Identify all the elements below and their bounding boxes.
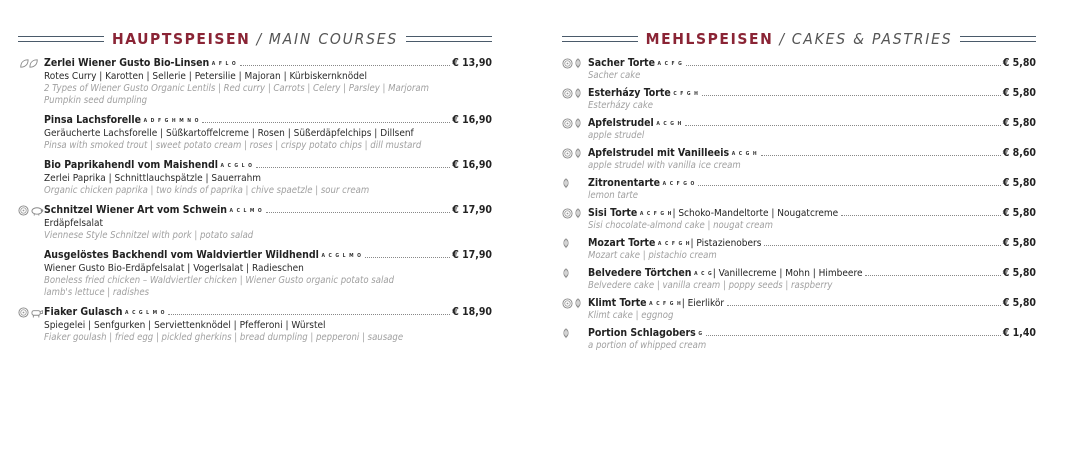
item-title-line	[44, 204, 492, 217]
menu-item	[562, 237, 1036, 262]
item-icons	[18, 57, 40, 70]
item-icons	[562, 117, 582, 130]
description-english: Fiaker goulash | fried egg | pickled gherkins | bread dumpling | pepperoni | sausage	[44, 332, 404, 343]
menu-item	[18, 57, 492, 107]
seal-icon	[18, 307, 29, 318]
item-price: € 5,80	[1002, 237, 1036, 249]
item-price: € 17,90	[452, 249, 492, 261]
dot-leader	[202, 122, 450, 123]
item-icons	[562, 207, 582, 220]
dot-leader	[841, 215, 1001, 216]
item-extra: | Eierlikör	[681, 298, 725, 309]
item-price: € 5,80	[1002, 57, 1036, 69]
dot-leader	[764, 245, 1000, 246]
heading-rule-right	[960, 36, 1036, 42]
heading-rule-right	[406, 36, 492, 42]
heading-english: CAKES & PASTRIES	[791, 30, 953, 48]
dot-leader	[168, 314, 450, 315]
item-icons	[18, 306, 44, 319]
allergen-codes: A C F G	[654, 61, 683, 67]
allergen-codes: A C F G H	[637, 211, 673, 217]
item-name: Zerlei Wiener Gusto Bio-Linsen	[44, 57, 210, 69]
description-english: Boneless fried chicken – Waldviertler chicken | Wiener Gusto organic potato salad	[44, 275, 394, 286]
item-title-line	[588, 147, 1036, 160]
leaf-icon	[574, 58, 582, 69]
item-price: € 17,90	[452, 204, 492, 216]
main-courses-column	[18, 28, 492, 351]
cakes-list	[562, 57, 1036, 352]
description-english: Organic chicken paprika | two kinds of paprika | chive spaetzle | sour cream	[44, 185, 370, 196]
heading-english: MAIN COURSES	[268, 30, 399, 48]
allergen-codes: A C G L M O	[318, 253, 362, 259]
menu-item	[562, 297, 1036, 322]
cakes-heading	[562, 28, 1036, 50]
main-courses-list	[18, 57, 492, 344]
leaf-icon	[562, 268, 570, 279]
cow-icon	[30, 307, 44, 318]
description-english: Pumpkin seed dumpling	[44, 95, 148, 106]
description-english: lamb's lettuce | radishes	[44, 287, 150, 298]
description-english: lemon tarte	[588, 190, 639, 201]
item-title-line	[44, 114, 492, 127]
menu-item	[18, 204, 492, 242]
description-german: Erdäpfelsalat	[44, 218, 104, 229]
heading-separator: /	[256, 30, 263, 48]
item-icons	[562, 237, 570, 250]
item-icons	[562, 297, 582, 310]
item-name: Apfelstrudel	[588, 117, 654, 129]
seal-icon	[18, 205, 29, 216]
description-german: Wiener Gusto Bio-Erdäpfelsalat | Vogerlsalat | Radieschen	[44, 263, 304, 274]
description-english: apple strudel with vanilla ice cream	[588, 160, 741, 171]
menu-item	[18, 114, 492, 152]
description-english: Pinsa with smoked trout | sweet potato cream | roses | crispy potato chips | dill mustard	[44, 140, 422, 151]
item-price: € 5,80	[1002, 87, 1036, 99]
menu-item	[562, 117, 1036, 142]
allergen-codes: A C G L O	[217, 163, 253, 169]
heading-german: MEHLSPEISEN	[645, 30, 774, 48]
description-german: Spiegelei | Senfgurken | Serviettenknödel | Pfefferoni | Würstel	[44, 320, 326, 331]
description-english: Esterházy cake	[588, 100, 654, 111]
dot-leader	[685, 125, 1001, 126]
item-title-line	[44, 249, 492, 262]
menu-item	[18, 159, 492, 197]
menu-item	[562, 267, 1036, 292]
dot-leader	[240, 65, 451, 66]
menu-item	[562, 327, 1036, 352]
pig-icon	[30, 205, 44, 216]
item-name: Bio Paprikahendl vom Maishendl	[44, 159, 218, 171]
cakes-column	[562, 28, 1036, 357]
menu-item	[562, 87, 1036, 112]
item-name: Fiaker Gulasch	[44, 306, 123, 318]
item-extra: | Schoko-Mandeltorte | Nougatcreme	[672, 208, 839, 219]
menu-item	[18, 249, 492, 299]
item-title-line	[588, 117, 1036, 130]
dot-leader	[266, 212, 451, 213]
seal-icon	[562, 88, 573, 99]
item-price: € 16,90	[452, 159, 492, 171]
item-title-line	[44, 306, 492, 319]
item-name: Ausgelöstes Backhendl vom Waldviertler Wildhendl	[44, 249, 319, 261]
item-price: € 5,80	[1002, 117, 1036, 129]
item-title-line	[44, 57, 492, 70]
dot-leader	[686, 65, 1001, 66]
seal-icon	[562, 58, 573, 69]
item-name: Mozart Torte	[588, 237, 656, 249]
item-icons	[18, 204, 44, 217]
description-english: Belvedere cake | vanilla cream | poppy seeds | raspberry	[588, 280, 833, 291]
description-english: Sisi chocolate-almond cake | nougat cream	[588, 220, 773, 231]
item-name: Klimt Torte	[588, 297, 647, 309]
item-icons	[562, 147, 582, 160]
item-name: Sisi Torte	[588, 207, 638, 219]
item-price: € 5,80	[1002, 297, 1036, 309]
item-title-line	[588, 297, 1036, 310]
item-price: € 18,90	[452, 306, 492, 318]
description-english: Sacher cake	[588, 70, 641, 81]
item-icons	[562, 87, 582, 100]
item-title-line	[588, 177, 1036, 190]
menu-item	[562, 57, 1036, 82]
item-icons	[562, 267, 570, 280]
item-price: € 5,80	[1002, 177, 1036, 189]
allergen-codes: A C F G H	[646, 301, 682, 307]
dot-leader	[365, 257, 450, 258]
item-name: Pinsa Lachsforelle	[44, 114, 142, 126]
leaf-icon	[574, 298, 582, 309]
item-title-line	[588, 267, 1036, 280]
menu-item	[562, 207, 1036, 232]
seal-icon	[562, 208, 573, 219]
item-price: € 5,80	[1002, 267, 1036, 279]
vegetarian-icon	[18, 58, 40, 69]
description-english: a portion of whipped cream	[588, 340, 707, 351]
description-english: Klimt cake | eggnog	[588, 310, 674, 321]
allergen-codes: A C G	[691, 271, 713, 277]
item-title-line	[588, 327, 1036, 340]
item-icons	[562, 327, 570, 340]
allergen-codes: A C G H	[653, 121, 683, 127]
dot-leader	[727, 305, 1001, 306]
item-name: Apfelstrudel mit Vanilleeis	[588, 147, 730, 159]
allergen-codes: A C G L M O	[122, 310, 166, 316]
item-title-line	[588, 237, 1036, 250]
item-name: Portion Schlagobers	[588, 327, 696, 339]
item-extra: | Pistazienobers	[690, 238, 762, 249]
dot-leader	[256, 167, 450, 168]
description-english: 2 Types of Wiener Gusto Organic Lentils | Red curry | Carrots | Celery | Parsley | Marjoram	[44, 83, 429, 94]
heading-german: HAUPTSPEISEN	[111, 30, 251, 48]
item-title-line	[588, 207, 1036, 220]
item-price: € 1,40	[1002, 327, 1036, 339]
item-title-line	[44, 159, 492, 172]
allergen-codes: G	[695, 331, 704, 337]
allergen-codes: C F G H	[670, 91, 699, 97]
heading-separator: /	[779, 30, 786, 48]
item-price: € 5,80	[1002, 207, 1036, 219]
seal-icon	[562, 298, 573, 309]
item-title-line	[588, 87, 1036, 100]
leaf-icon	[574, 88, 582, 99]
description-english: apple strudel	[588, 130, 645, 141]
main-courses-heading	[18, 28, 492, 50]
menu-item	[18, 306, 492, 344]
heading-rule-left	[562, 36, 638, 42]
item-name: Zitronentarte	[588, 177, 661, 189]
item-name: Belvedere Törtchen	[588, 267, 692, 279]
item-title-line	[588, 57, 1036, 70]
leaf-icon	[574, 118, 582, 129]
allergen-codes: A C G H	[729, 151, 758, 157]
item-price: € 13,90	[452, 57, 492, 69]
description-german: Zerlei Paprika | Schnittlauchspätzle | Sauerrahm	[44, 173, 262, 184]
item-name: Schnitzel Wiener Art vom Schwein	[44, 204, 227, 216]
dot-leader	[706, 335, 1001, 336]
seal-icon	[562, 148, 573, 159]
item-name: Sacher Torte	[588, 57, 655, 69]
allergen-codes: A C L M O	[226, 208, 263, 214]
item-price: € 8,60	[1002, 147, 1036, 159]
leaf-icon	[574, 208, 582, 219]
leaf-icon	[562, 178, 570, 189]
menu-item	[562, 147, 1036, 172]
item-extra: | Vanillecreme | Mohn | Himbeere	[712, 268, 863, 279]
allergen-codes: A F L O	[209, 61, 237, 67]
dot-leader	[702, 95, 1001, 96]
leaf-icon	[562, 328, 570, 339]
heading-rule-left	[18, 36, 104, 42]
item-price: € 16,90	[452, 114, 492, 126]
description-english: Viennese Style Schnitzel with pork | potato salad	[44, 230, 254, 241]
description-german: Rotes Curry | Karotten | Sellerie | Petersilie | Majoran | Kürbiskernknödel	[44, 71, 367, 82]
leaf-icon	[562, 238, 570, 249]
leaf-icon	[574, 148, 582, 159]
item-icons	[562, 57, 582, 70]
menu-item	[562, 177, 1036, 202]
dot-leader	[865, 275, 1000, 276]
description-german: Geräucherte Lachsforelle | Süßkartoffelcreme | Rosen | Süßerdäpfelchips | Dillsenf	[44, 128, 414, 139]
allergen-codes: A C F G O	[660, 181, 696, 187]
allergen-codes: A D F G H M N O	[141, 118, 200, 124]
item-name: Esterházy Torte	[588, 87, 671, 99]
description-english: Mozart cake | pistachio cream	[588, 250, 717, 261]
dot-leader	[761, 155, 1001, 156]
item-icons	[562, 177, 570, 190]
seal-icon	[562, 118, 573, 129]
dot-leader	[698, 185, 1001, 186]
allergen-codes: A C F G H	[655, 241, 691, 247]
